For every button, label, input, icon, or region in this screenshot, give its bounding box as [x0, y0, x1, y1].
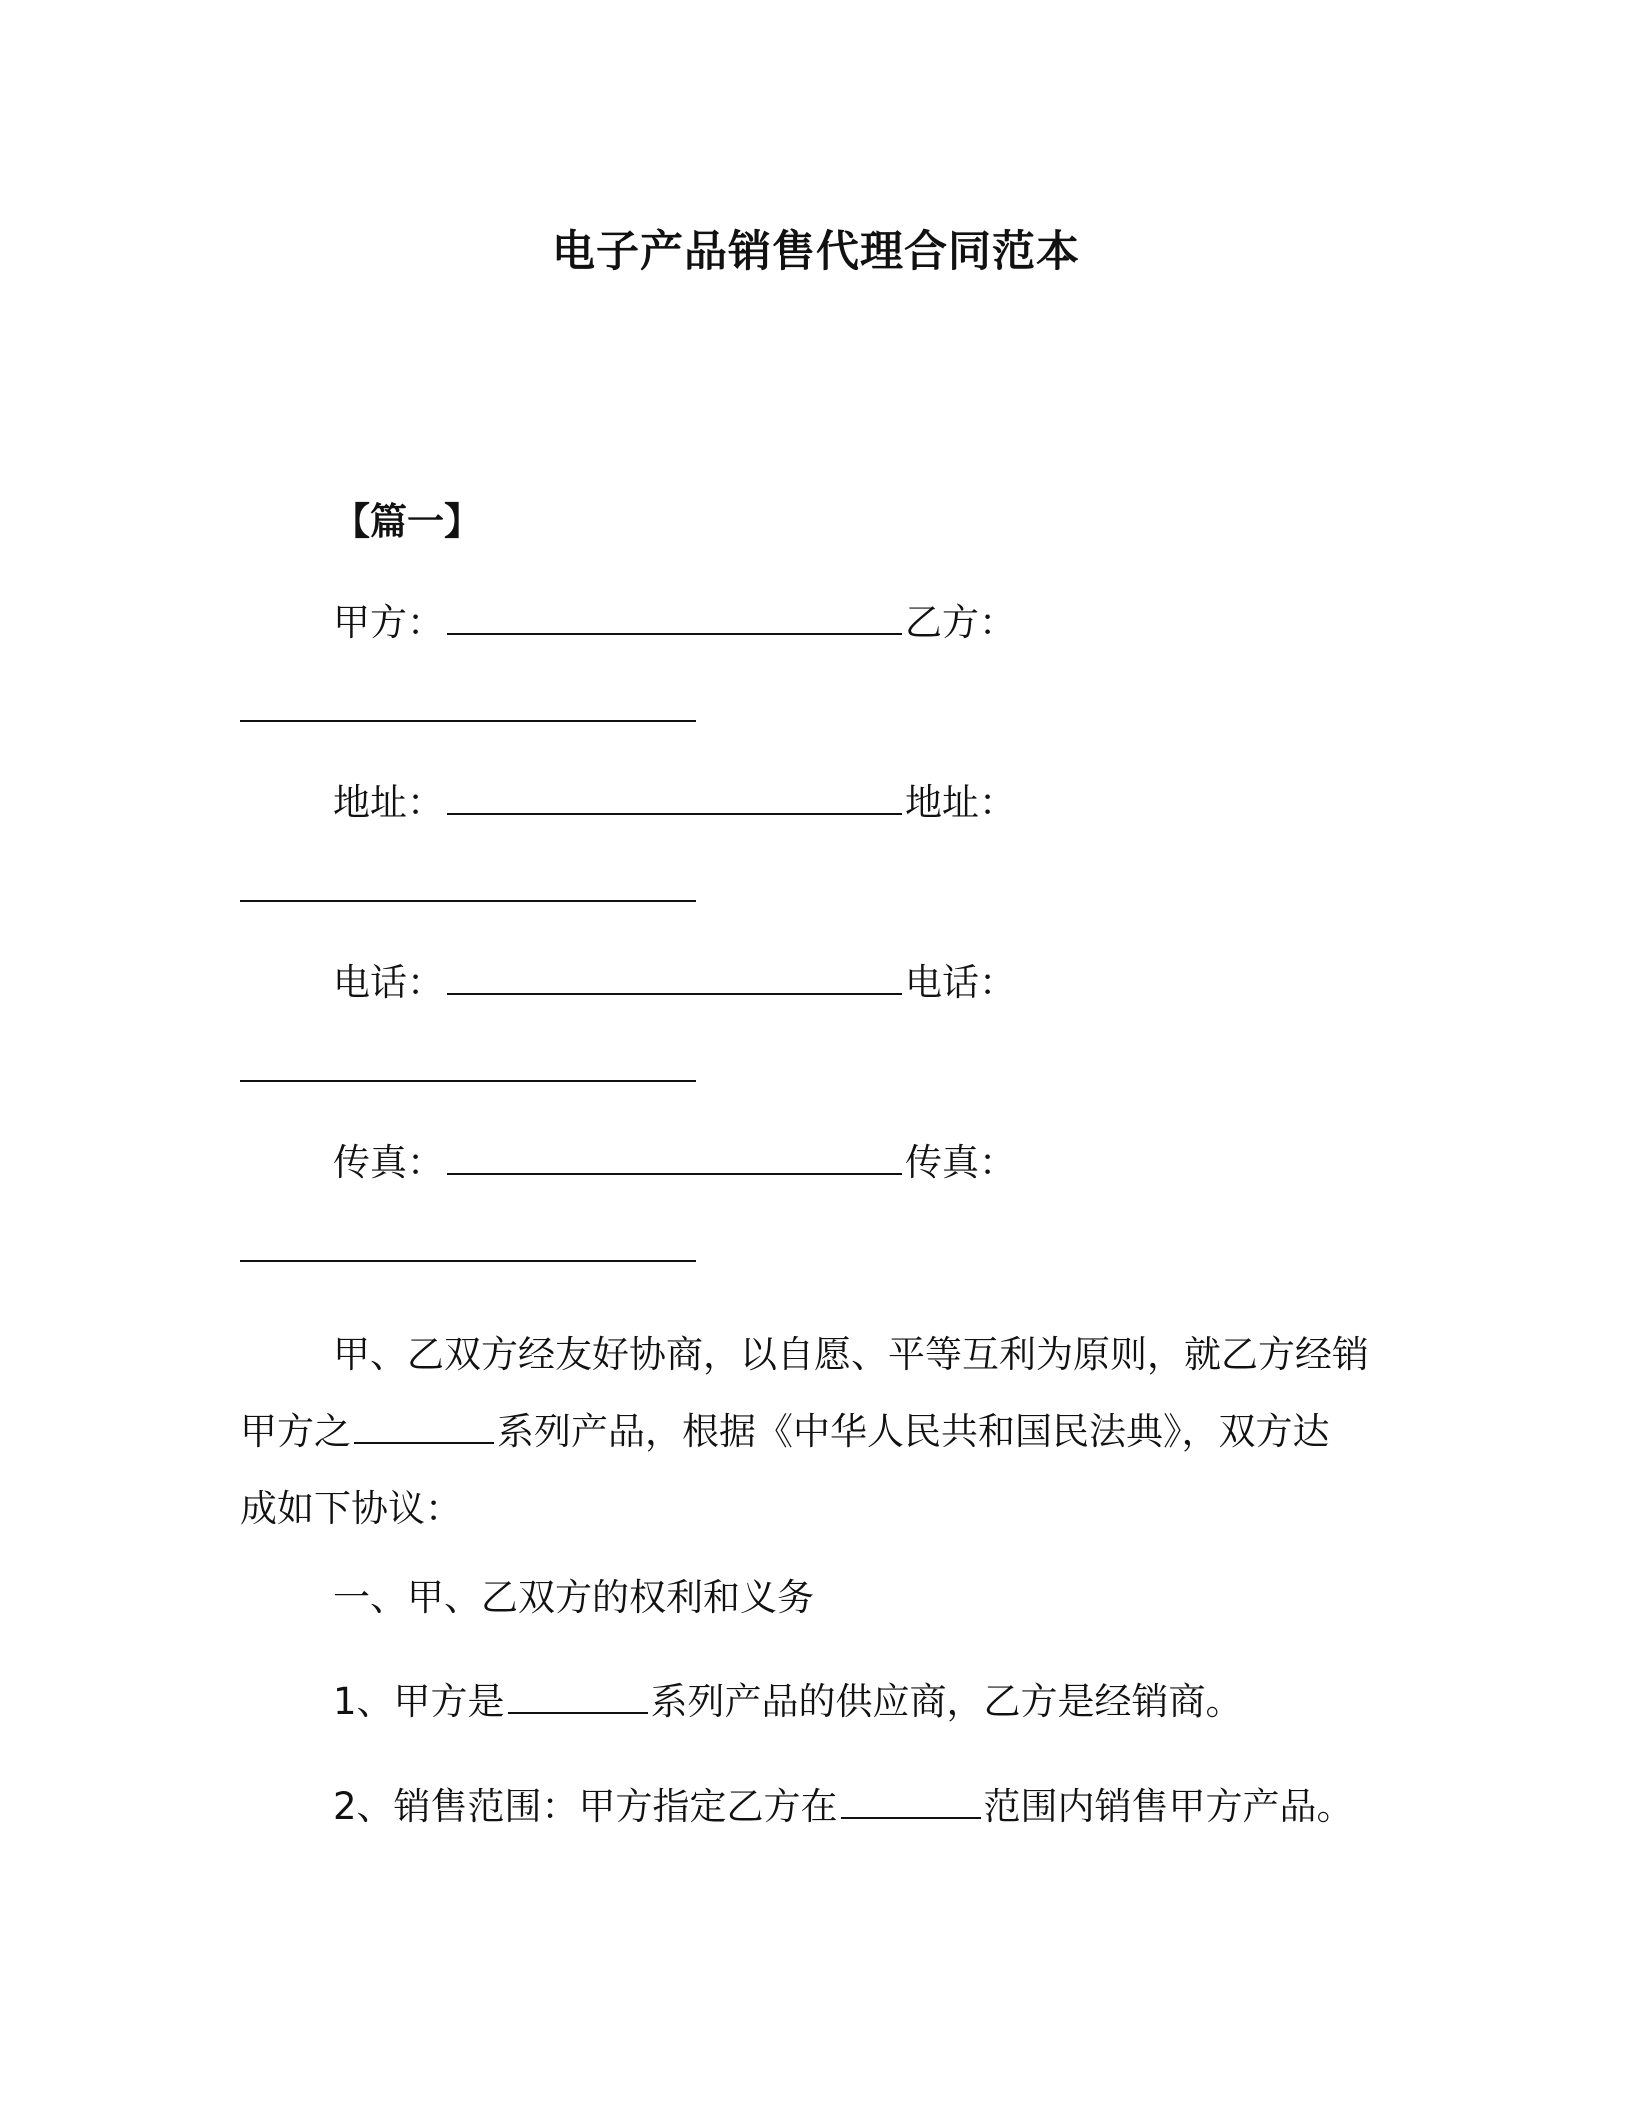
intro-line-2 — [240, 1393, 1380, 1470]
phone-a-label: 电话： — [333, 961, 444, 1004]
clause-1-after: 系列产品的供应商，乙方是经销商。 — [650, 1680, 1243, 1723]
party-row-2 — [333, 777, 1016, 829]
document-title: 电子产品销售代理合同范本 — [552, 227, 1080, 277]
clause-2 — [333, 1781, 1354, 1833]
clause-1-before: 1、甲方是 — [333, 1680, 505, 1723]
phone-b-blank — [240, 1080, 696, 1082]
intro-line-1-text: 甲、乙双方经友好协商，以自愿、平等互利为原则，就乙方经销 — [333, 1333, 1369, 1376]
intro-line-3: 成如下协议： — [240, 1487, 462, 1530]
clause-2-blank — [841, 1783, 981, 1819]
intro-line-1 — [240, 1316, 1380, 1393]
phone-a-blank — [447, 959, 902, 995]
heading-rights-obligations: 一、甲、乙双方的权利和义务 — [333, 1576, 814, 1619]
phone-b-label: 电话： — [905, 961, 1016, 1004]
fax-a-label: 传真： — [333, 1141, 444, 1184]
party-row-1 — [333, 597, 1016, 649]
intro-line-2-before: 甲方之 — [240, 1410, 351, 1453]
fax-b-blank — [240, 1260, 696, 1262]
fax-a-blank — [447, 1139, 902, 1175]
party-b-label: 乙方： — [905, 601, 1016, 644]
intro-line-2-after: 系列产品，根据《中华人民共和国民法典》，双方达 — [497, 1410, 1330, 1453]
party-row-3 — [333, 957, 1016, 1009]
intro-paragraph — [240, 1316, 1380, 1547]
address-b-blank — [240, 900, 696, 902]
clause-2-after: 范围内销售甲方产品。 — [983, 1785, 1354, 1828]
address-a-label: 地址： — [333, 781, 444, 824]
clause-1-blank — [508, 1678, 648, 1714]
address-b-label: 地址： — [905, 781, 1016, 824]
clause-2-before: 2、销售范围：甲方指定乙方在 — [333, 1785, 838, 1828]
address-a-blank — [447, 779, 902, 815]
clause-1 — [333, 1676, 1243, 1728]
party-a-label: 甲方： — [333, 601, 444, 644]
party-a-blank — [447, 599, 902, 635]
section-label: 【篇一】 — [333, 500, 481, 543]
party-row-4 — [333, 1137, 1016, 1189]
fax-b-label: 传真： — [905, 1141, 1016, 1184]
product-series-blank — [354, 1408, 494, 1444]
party-b-blank — [240, 720, 696, 722]
